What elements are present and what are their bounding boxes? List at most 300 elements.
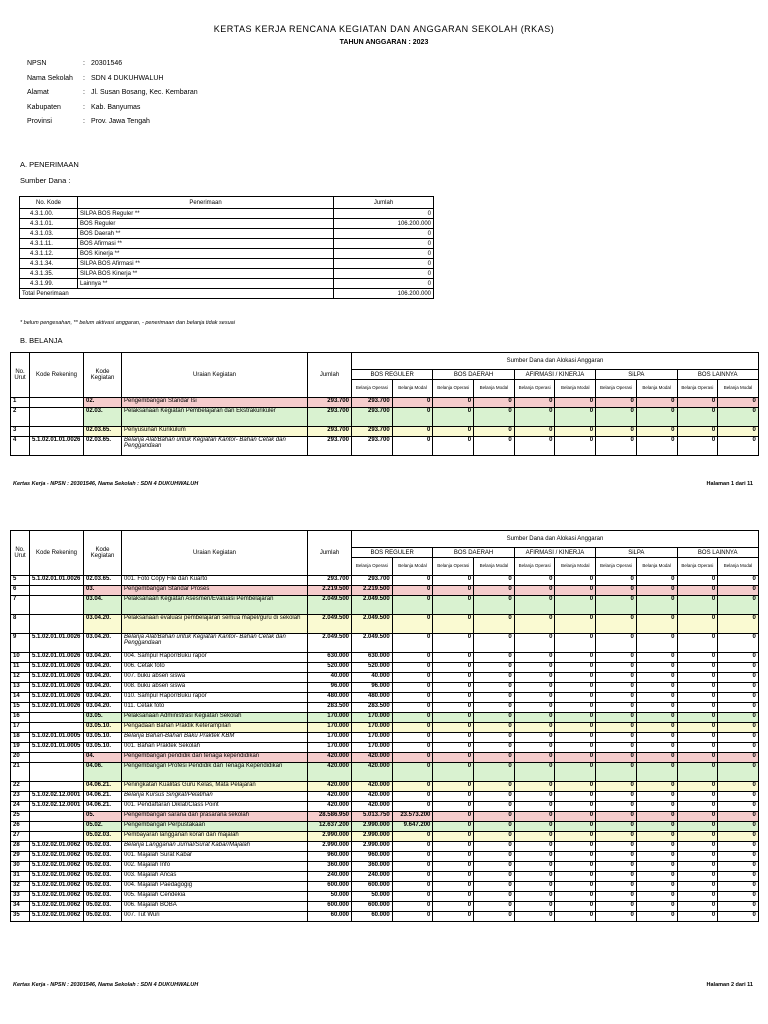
- colon: :: [83, 89, 85, 96]
- jumlah-cell: 520.000: [308, 663, 352, 673]
- kode-kegiatan-cell: 05.02.03.: [84, 882, 122, 892]
- kode-rekening-cell: [30, 822, 84, 832]
- alokasi-cell: 0: [718, 586, 759, 596]
- alokasi-cell: 96.000: [352, 683, 393, 693]
- penerimaan-cell: BOS Reguler: [78, 219, 334, 229]
- alokasi-cell: 0: [596, 912, 637, 922]
- jumlah-cell: 60.000: [308, 912, 352, 922]
- alokasi-cell: 0: [514, 634, 555, 653]
- kode-cell: 4.3.1.03.: [20, 229, 78, 239]
- kode-rekening-cell: 5.1.02.01.01.0005: [30, 733, 84, 743]
- alokasi-cell: 0: [433, 427, 474, 437]
- alokasi-cell: 0: [596, 673, 637, 683]
- alokasi-cell: 0: [555, 398, 596, 408]
- kode-kegiatan-cell: 05.: [84, 812, 122, 822]
- alokasi-cell: 0: [718, 673, 759, 683]
- alokasi-cell: 0: [392, 634, 433, 653]
- alokasi-cell: 0: [636, 683, 677, 693]
- alokasi-cell: 0: [677, 634, 718, 653]
- no-cell: 14: [11, 693, 30, 703]
- alokasi-cell: 0: [677, 892, 718, 902]
- alokasi-cell: 0: [514, 703, 555, 713]
- alokasi-cell: 0: [596, 862, 637, 872]
- alokasi-cell: 0: [514, 427, 555, 437]
- alokasi-cell: 2.049.500: [352, 615, 393, 634]
- jumlah-cell: 960.000: [308, 852, 352, 862]
- jumlah-cell: 420.000: [308, 753, 352, 763]
- sub-modal: Belanja Modal: [718, 380, 759, 398]
- alokasi-cell: 0: [555, 753, 596, 763]
- alokasi-cell: 0: [392, 902, 433, 912]
- alokasi-cell: 0: [596, 753, 637, 763]
- no-cell: 4: [11, 437, 30, 456]
- alokasi-cell: 0: [718, 683, 759, 693]
- alokasi-cell: 0: [514, 832, 555, 842]
- alokasi-cell: 0: [596, 693, 637, 703]
- kode-kegiatan-cell: 05.02.03.: [84, 902, 122, 912]
- alokasi-cell: 0: [636, 902, 677, 912]
- jumlah-cell: 2.990.000: [308, 832, 352, 842]
- alokasi-cell: 0: [596, 782, 637, 792]
- alokasi-cell: 0: [433, 437, 474, 456]
- belanja-row: [11, 596, 759, 615]
- alokasi-cell: 0: [474, 782, 515, 792]
- belanja-row: [11, 733, 759, 743]
- jumlah-cell: 106.200.000: [334, 219, 434, 229]
- alokasi-cell: 0: [718, 663, 759, 673]
- alokasi-cell: 0: [514, 723, 555, 733]
- kode-rekening-cell: 5.1.02.01.01.0026: [30, 576, 84, 586]
- belanja-row: [11, 802, 759, 812]
- alokasi-cell: 0: [433, 634, 474, 653]
- alokasi-cell: 0: [677, 408, 718, 427]
- alokasi-cell: 0: [596, 408, 637, 427]
- no-cell: 12: [11, 673, 30, 683]
- alokasi-cell: 0: [433, 753, 474, 763]
- group-header: BOS LAINNYA: [677, 370, 758, 380]
- uraian-cell: 001. Majalah Surat Kabar: [122, 852, 308, 862]
- alokasi-cell: 0: [474, 408, 515, 427]
- belanja-row: [11, 723, 759, 733]
- alokasi-cell: 0: [596, 586, 637, 596]
- alokasi-cell: 0: [392, 663, 433, 673]
- kode-kegiatan-cell: 05.02.03.: [84, 852, 122, 862]
- uraian-cell: Belanja Langganan Jurnal/Surat Kabar/Majalah: [122, 842, 308, 852]
- uraian-cell: Pelaksanaan Kegiatan Asesmen/Evaluasi Pembelajaran: [122, 596, 308, 615]
- uraian-cell: 001. Pendaftaran Diklat/Class Point: [122, 802, 308, 812]
- kode-kegiatan-cell: 05.02.03.: [84, 892, 122, 902]
- belanja-row: [11, 713, 759, 723]
- jumlah-cell: 293.700: [308, 427, 352, 437]
- col-jumlah: Jumlah: [308, 353, 352, 398]
- uraian-cell: Pengembangan Standar Proses: [122, 586, 308, 596]
- alokasi-cell: 170.000: [352, 743, 393, 753]
- alokasi-cell: 0: [514, 733, 555, 743]
- no-cell: 18: [11, 733, 30, 743]
- kode-rekening-cell: [30, 586, 84, 596]
- alokasi-cell: 0: [555, 763, 596, 782]
- alokasi-cell: 2.990.000: [352, 832, 393, 842]
- alokasi-cell: 0: [474, 743, 515, 753]
- alokasi-cell: 0: [636, 437, 677, 456]
- alokasi-cell: 0: [677, 703, 718, 713]
- no-cell: 16: [11, 713, 30, 723]
- uraian-cell: 007. Tut Wuri: [122, 912, 308, 922]
- kode-rekening-cell: 5.1.02.01.01.0026: [30, 683, 84, 693]
- penerimaan-cell: SILPA BOS Kinerja **: [78, 269, 334, 279]
- alokasi-cell: 420.000: [352, 792, 393, 802]
- uraian-cell: Belanja Kursus Singkat/Pelatihan: [122, 792, 308, 802]
- uraian-cell: Pelaksanaan Kegiatan Pembelajaran dan Ekstrakurikuler: [122, 408, 308, 427]
- belanja-table-page-2: [10, 530, 759, 922]
- alokasi-cell: 0: [596, 802, 637, 812]
- identity-row: [27, 118, 150, 128]
- identity-value: Prov. Jawa Tengah: [91, 118, 150, 125]
- alokasi-cell: 0: [474, 427, 515, 437]
- uraian-cell: 006. Cetak foto: [122, 663, 308, 673]
- identity-value: Jl. Susan Bosang, Kec. Kembaran: [91, 89, 198, 96]
- alokasi-cell: 0: [596, 733, 637, 743]
- alokasi-cell: 23.573.200: [392, 812, 433, 822]
- alokasi-cell: 0: [433, 576, 474, 586]
- alokasi-cell: 170.000: [352, 733, 393, 743]
- kode-rekening-cell: [30, 763, 84, 782]
- alokasi-cell: 0: [514, 673, 555, 683]
- alokasi-cell: 0: [677, 802, 718, 812]
- no-cell: 34: [11, 902, 30, 912]
- alokasi-cell: 0: [718, 872, 759, 882]
- alokasi-cell: 50.000: [352, 892, 393, 902]
- alokasi-cell: 0: [718, 812, 759, 822]
- alokasi-cell: 0: [555, 822, 596, 832]
- kode-kegiatan-cell: 04.: [84, 753, 122, 763]
- alokasi-cell: 0: [718, 892, 759, 902]
- alokasi-cell: 0: [392, 398, 433, 408]
- alokasi-cell: 0: [474, 872, 515, 882]
- alokasi-cell: 0: [514, 596, 555, 615]
- sub-operasi: Belanja Operasi: [352, 380, 393, 398]
- alokasi-cell: 293.700: [352, 398, 393, 408]
- alokasi-cell: 0: [514, 882, 555, 892]
- kode-rekening-cell: [30, 615, 84, 634]
- kode-kegiatan-cell: 04.06.21.: [84, 792, 122, 802]
- alokasi-cell: 0: [596, 872, 637, 882]
- identity-row: [27, 104, 140, 114]
- sub-modal: Belanja Modal: [636, 558, 677, 576]
- jumlah-cell: 2.049.500: [308, 596, 352, 615]
- jumlah-cell: 96.000: [308, 683, 352, 693]
- alokasi-cell: 0: [392, 832, 433, 842]
- jumlah-cell: 2.049.500: [308, 634, 352, 653]
- alokasi-cell: 0: [718, 743, 759, 753]
- kode-cell: 4.3.1.00.: [20, 209, 78, 219]
- alokasi-cell: 0: [514, 792, 555, 802]
- alokasi-cell: 0: [677, 427, 718, 437]
- jumlah-cell: 0: [334, 239, 434, 249]
- alokasi-cell: 0: [392, 615, 433, 634]
- alokasi-cell: 0: [718, 842, 759, 852]
- penerimaan-cell: SILPA BOS Afirmasi **: [78, 259, 334, 269]
- uraian-cell: 001. Foto Copy File dan Kuarto: [122, 576, 308, 586]
- alokasi-cell: 0: [474, 852, 515, 862]
- kode-rekening-cell: 5.1.02.02.01.0062: [30, 882, 84, 892]
- alokasi-cell: 0: [392, 713, 433, 723]
- uraian-cell: Pembayaran langganan koran dan majalah: [122, 832, 308, 842]
- alokasi-cell: 0: [677, 812, 718, 822]
- alokasi-cell: 0: [433, 703, 474, 713]
- alokasi-cell: 0: [433, 408, 474, 427]
- alokasi-cell: 0: [718, 763, 759, 782]
- penerimaan-cell: SILPA BOS Reguler **: [78, 209, 334, 219]
- alokasi-cell: 0: [392, 753, 433, 763]
- alokasi-cell: 0: [555, 812, 596, 822]
- alokasi-cell: 0: [596, 596, 637, 615]
- alokasi-cell: 0: [392, 743, 433, 753]
- alokasi-cell: 0: [636, 842, 677, 852]
- alokasi-cell: 0: [636, 713, 677, 723]
- alokasi-cell: 0: [677, 673, 718, 683]
- total-value: 106.200.000: [334, 289, 434, 299]
- alokasi-cell: 0: [596, 832, 637, 842]
- sub-modal: Belanja Modal: [474, 380, 515, 398]
- jumlah-cell: 0: [334, 209, 434, 219]
- alokasi-cell: 0: [392, 673, 433, 683]
- alokasi-cell: 0: [636, 812, 677, 822]
- uraian-cell: Pengembangan Perpustakaan: [122, 822, 308, 832]
- belanja-row: [11, 882, 759, 892]
- no-cell: 9: [11, 634, 30, 653]
- group-header: SiLPA: [596, 548, 677, 558]
- uraian-cell: Belanja Alat/Bahan untuk Kegiatan Kantor- Bahan Cetak dan Penggandaan: [122, 437, 308, 456]
- alokasi-cell: 0: [474, 733, 515, 743]
- colon: :: [83, 60, 85, 67]
- alokasi-cell: 0: [474, 862, 515, 872]
- alokasi-cell: 0: [718, 832, 759, 842]
- alokasi-cell: 0: [555, 832, 596, 842]
- alokasi-cell: 0: [514, 683, 555, 693]
- alokasi-cell: 0: [555, 842, 596, 852]
- alokasi-cell: 0: [718, 398, 759, 408]
- alokasi-cell: 0: [596, 743, 637, 753]
- uraian-cell: Pengembangan Profesi Pendidik dan Tenaga Kependidikan: [122, 763, 308, 782]
- alokasi-cell: 0: [596, 683, 637, 693]
- no-cell: 13: [11, 683, 30, 693]
- alokasi-cell: 0: [718, 902, 759, 912]
- kode-kegiatan-cell: 03.04.20.: [84, 673, 122, 683]
- alokasi-cell: 0: [474, 882, 515, 892]
- uraian-cell: 004. Sampul Rapor/Buku rapor: [122, 653, 308, 663]
- kode-kegiatan-cell: 03.: [84, 586, 122, 596]
- alokasi-cell: 0: [555, 408, 596, 427]
- kode-cell: 4.3.1.35.: [20, 269, 78, 279]
- penerimaan-cell: BOS Daerah **: [78, 229, 334, 239]
- alokasi-cell: 0: [718, 852, 759, 862]
- alokasi-cell: 0: [433, 882, 474, 892]
- no-cell: 8: [11, 615, 30, 634]
- alokasi-cell: 0: [596, 842, 637, 852]
- alokasi-cell: 0: [474, 683, 515, 693]
- alokasi-cell: 0: [392, 782, 433, 792]
- penerimaan-row: [20, 229, 434, 239]
- alokasi-cell: 0: [474, 703, 515, 713]
- sub-operasi: Belanja Operasi: [433, 558, 474, 576]
- belanja-row: [11, 892, 759, 902]
- no-cell: 1: [11, 398, 30, 408]
- jumlah-cell: 360.000: [308, 862, 352, 872]
- uraian-cell: 003. Majalah Ancas: [122, 872, 308, 882]
- belanja-row: [11, 673, 759, 683]
- belanja-row: [11, 812, 759, 822]
- col-sumber-dana: Sumber Dana dan Alokasi Anggaran: [352, 353, 759, 370]
- alokasi-cell: 0: [514, 872, 555, 882]
- alokasi-cell: 170.000: [352, 713, 393, 723]
- kode-rekening-cell: [30, 753, 84, 763]
- alokasi-cell: 420.000: [352, 802, 393, 812]
- alokasi-cell: 0: [555, 862, 596, 872]
- alokasi-cell: 0: [514, 782, 555, 792]
- jumlah-cell: 420.000: [308, 782, 352, 792]
- alokasi-cell: 0: [596, 902, 637, 912]
- page-2: [0, 515, 768, 1024]
- alokasi-cell: 0: [474, 832, 515, 842]
- alokasi-cell: 0: [636, 693, 677, 703]
- jumlah-cell: 480.000: [308, 693, 352, 703]
- alokasi-cell: 0: [433, 872, 474, 882]
- alokasi-cell: 0: [718, 792, 759, 802]
- alokasi-cell: 0: [514, 862, 555, 872]
- alokasi-cell: 0: [677, 842, 718, 852]
- no-cell: 30: [11, 862, 30, 872]
- alokasi-cell: 0: [392, 408, 433, 427]
- no-cell: 21: [11, 763, 30, 782]
- alokasi-cell: 420.000: [352, 763, 393, 782]
- uraian-cell: 007. buku absen siswa: [122, 673, 308, 683]
- alokasi-cell: 0: [718, 693, 759, 703]
- alokasi-cell: 0: [677, 882, 718, 892]
- sub-modal: Belanja Modal: [555, 558, 596, 576]
- no-cell: 15: [11, 703, 30, 713]
- penerimaan-heading: A. PENERIMAAN: [20, 160, 79, 169]
- penerimaan-row: [20, 249, 434, 259]
- page-number: Halaman 1 dari 11: [706, 481, 753, 487]
- kode-rekening-cell: 5.1.02.01.01.0005: [30, 743, 84, 753]
- alokasi-cell: 0: [392, 693, 433, 703]
- alokasi-cell: 0: [596, 852, 637, 862]
- alokasi-cell: 0: [718, 615, 759, 634]
- alokasi-cell: 0: [677, 398, 718, 408]
- alokasi-cell: 0: [514, 812, 555, 822]
- alokasi-cell: 0: [514, 902, 555, 912]
- jumlah-cell: 2.990.000: [308, 842, 352, 852]
- alokasi-cell: 420.000: [352, 753, 393, 763]
- alokasi-cell: 0: [596, 763, 637, 782]
- jumlah-cell: 12.637.200: [308, 822, 352, 832]
- alokasi-cell: 0: [514, 437, 555, 456]
- alokasi-cell: 0: [392, 792, 433, 802]
- sub-operasi: Belanja Operasi: [596, 558, 637, 576]
- kode-rekening-cell: 5.1.02.01.01.0026: [30, 673, 84, 683]
- alokasi-cell: 0: [433, 892, 474, 902]
- belanja-row: [11, 743, 759, 753]
- footer-page-1: [13, 481, 753, 487]
- alokasi-cell: 0: [596, 892, 637, 902]
- alokasi-cell: 0: [596, 663, 637, 673]
- kode-kegiatan-cell: 03.05.10.: [84, 733, 122, 743]
- identity-label: Kabupaten: [27, 103, 61, 111]
- colon: :: [83, 118, 85, 125]
- alokasi-cell: 0: [555, 782, 596, 792]
- kode-kegiatan-cell: 03.04.20.: [84, 615, 122, 634]
- kode-cell: 4.3.1.11.: [20, 239, 78, 249]
- alokasi-cell: 0: [514, 576, 555, 586]
- alokasi-cell: 0: [677, 782, 718, 792]
- alokasi-cell: 0: [596, 398, 637, 408]
- alokasi-cell: 0: [392, 802, 433, 812]
- alokasi-cell: 960.000: [352, 852, 393, 862]
- identity-label: NPSN: [27, 60, 47, 67]
- alokasi-cell: 0: [514, 763, 555, 782]
- kode-kegiatan-cell: 02.03.: [84, 408, 122, 427]
- col-kode-kegiatan: Kode Kegiatan: [84, 531, 122, 576]
- kode-kegiatan-cell: 03.04.20.: [84, 663, 122, 673]
- kode-kegiatan-cell: 04.06.: [84, 763, 122, 782]
- jumlah-cell: 2.219.500: [308, 586, 352, 596]
- kode-cell: 4.3.1.34.: [20, 259, 78, 269]
- alokasi-cell: 0: [474, 673, 515, 683]
- no-cell: 22: [11, 782, 30, 792]
- sub-modal: Belanja Modal: [474, 558, 515, 576]
- jumlah-cell: 0: [334, 279, 434, 289]
- col-jumlah: Jumlah: [334, 197, 434, 209]
- penerimaan-cell: BOS Afirmasi **: [78, 239, 334, 249]
- sub-operasi: Belanja Operasi: [514, 558, 555, 576]
- alokasi-cell: 0: [433, 812, 474, 822]
- alokasi-cell: 0: [392, 852, 433, 862]
- no-cell: 3: [11, 427, 30, 437]
- alokasi-cell: 0: [433, 832, 474, 842]
- alokasi-cell: 0: [636, 802, 677, 812]
- alokasi-cell: 0: [555, 437, 596, 456]
- alokasi-cell: 0: [555, 882, 596, 892]
- alokasi-cell: 0: [514, 753, 555, 763]
- alokasi-cell: 0: [596, 653, 637, 663]
- alokasi-cell: 0: [555, 615, 596, 634]
- alokasi-cell: 0: [514, 653, 555, 663]
- alokasi-cell: 0: [514, 892, 555, 902]
- col-kode-rekening: Kode Rekening: [30, 531, 84, 576]
- alokasi-cell: 0: [433, 862, 474, 872]
- alokasi-cell: 0: [433, 693, 474, 703]
- alokasi-cell: 0: [474, 586, 515, 596]
- alokasi-cell: 0: [596, 634, 637, 653]
- alokasi-cell: 0: [392, 427, 433, 437]
- alokasi-cell: 0: [636, 586, 677, 596]
- kode-kegiatan-cell: 02.03.65.: [84, 576, 122, 586]
- alokasi-cell: 0: [677, 576, 718, 586]
- sub-operasi: Belanja Operasi: [596, 380, 637, 398]
- alokasi-cell: 0: [555, 663, 596, 673]
- kode-rekening-cell: [30, 812, 84, 822]
- alokasi-cell: 0: [514, 852, 555, 862]
- kode-kegiatan-cell: 04.06.21.: [84, 802, 122, 812]
- alokasi-cell: 480.000: [352, 693, 393, 703]
- jumlah-cell: 50.000: [308, 892, 352, 902]
- belanja-row: [11, 822, 759, 832]
- alokasi-cell: 0: [433, 615, 474, 634]
- sub-operasi: Belanja Operasi: [514, 380, 555, 398]
- alokasi-cell: 293.700: [352, 408, 393, 427]
- alokasi-cell: 0: [596, 882, 637, 892]
